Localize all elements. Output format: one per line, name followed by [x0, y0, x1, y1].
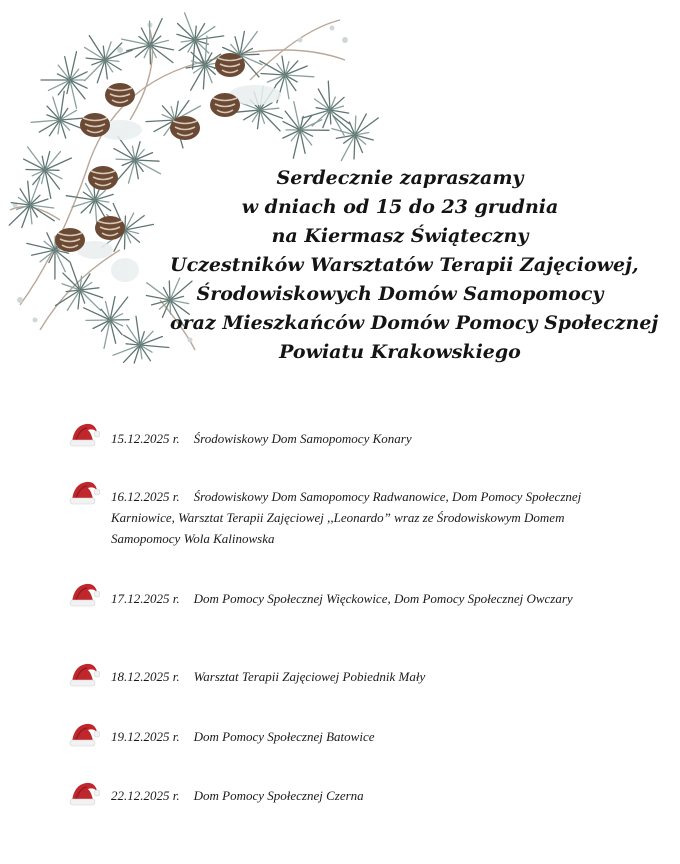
event-date: 16.12.2025 r.	[111, 489, 180, 504]
invitation-line: Środowiskowych Domów Samopomocy	[196, 283, 604, 305]
invitation-line: Serdecznie zapraszamy	[276, 167, 524, 189]
event-date: 17.12.2025 r.	[111, 591, 180, 606]
santa-hat-icon	[68, 580, 100, 610]
invitation-line: Powiatu Krakowskiego	[279, 341, 521, 363]
event-description: Warsztat Terapii Zajęciowej Pobiednik Mały	[193, 669, 426, 684]
event-date: 19.12.2025 r.	[111, 729, 180, 744]
santa-hat-icon	[68, 660, 100, 690]
santa-hat-icon	[68, 478, 100, 508]
event-description: Dom Pomocy Społecznej Batowice	[193, 729, 375, 744]
event-description: Środowiskowy Dom Samopomocy Radwanowice, Dom Pomocy Społecznej Karniowice, Warsztat Terapii Zajęciowej ,,Leonardo” wraz ze Środowiskowym Domem Samopomocy Wola Kalinowska	[111, 489, 582, 546]
invitation-line: w dniach od 15 do 23 grudnia	[241, 196, 559, 218]
event-date: 22.12.2025 r.	[111, 788, 180, 803]
santa-hat-icon	[68, 420, 100, 450]
santa-hat-icon	[68, 720, 100, 750]
event-description: Dom Pomocy Społecznej Czerna	[193, 788, 364, 803]
event-description: Środowiskowy Dom Samopomocy Konary	[193, 431, 412, 446]
event-date: 18.12.2025 r.	[111, 669, 180, 684]
invitation-line: Uczestników Warsztatów Terapii Zajęciowej,	[170, 254, 639, 276]
event-description: Dom Pomocy Społecznej Więckowice, Dom Pomocy Społecznej Owczary	[193, 591, 573, 606]
santa-hat-icon	[68, 779, 100, 809]
event-date: 15.12.2025 r.	[111, 431, 180, 446]
invitation-line: na Kiermasz Świąteczny	[271, 225, 529, 247]
invitation-line: oraz Mieszkańców Domów Pomocy Społecznej	[170, 312, 659, 334]
